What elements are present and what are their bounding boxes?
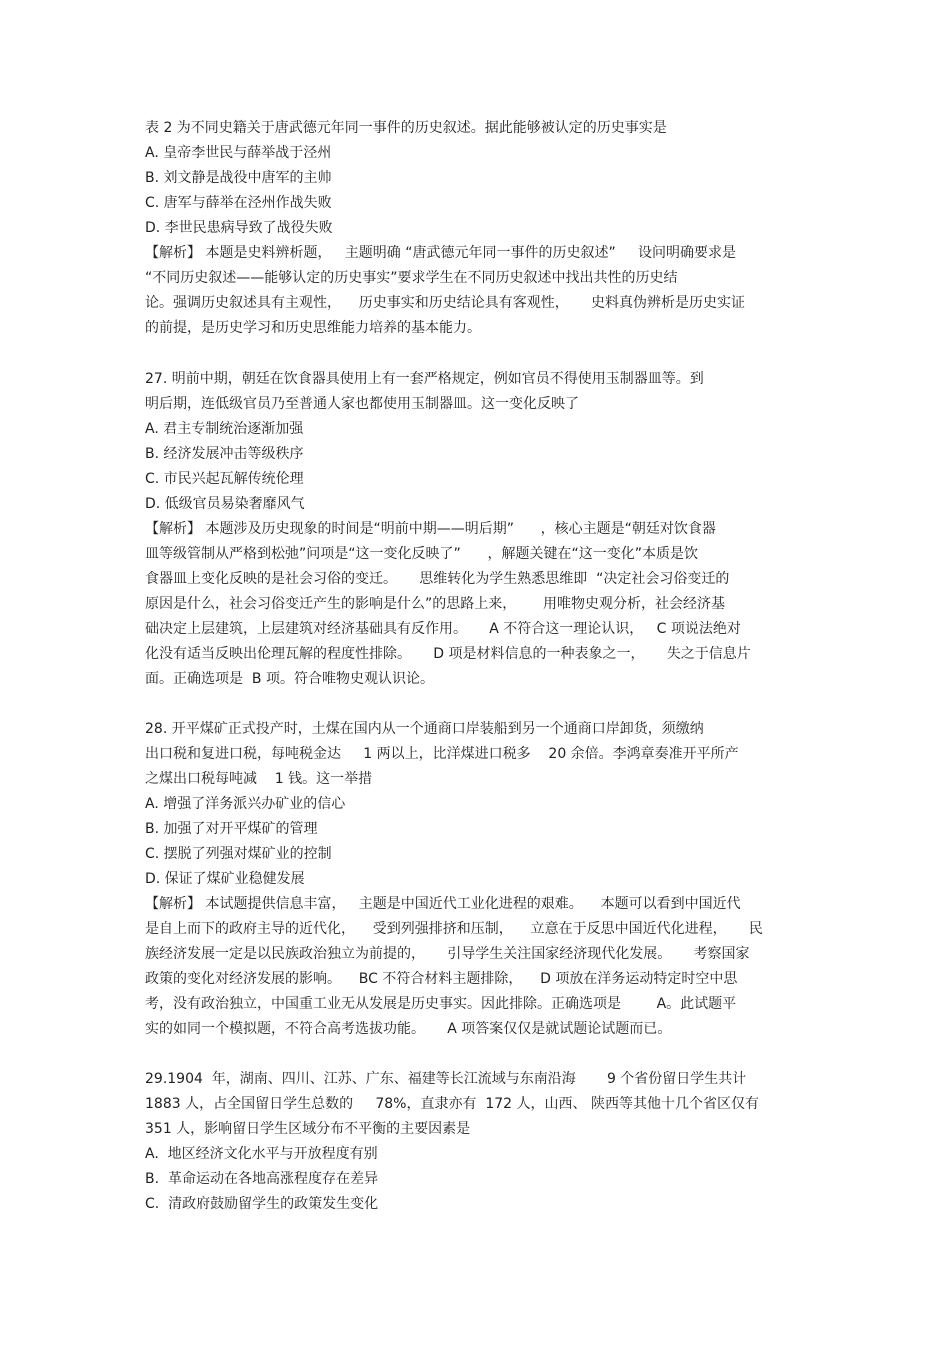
question-28-stem-line: 出口税和复进口税，每吨税金达 1 两以上，比洋煤进口税多 20 余倍。李鸿章奏准开平所产 xyxy=(145,746,739,762)
question-29-stem-line: 1883 人，占全国留日学生总数的 78%，直隶亦有 172 人，山西、 陕西等其他十几个省区仅有 xyxy=(145,1096,759,1112)
question-27-analysis-line: 础决定上层建筑，上层建筑对经济基础具有反作用。 A 不符合这一理论认识， C 项说法绝对 xyxy=(145,621,741,637)
question-26-option-a: A. 皇帝李世民与薛举战于泾州 xyxy=(145,145,332,161)
question-29-stem-line: 351 人，影响留日学生区域分布不平衡的主要因素是 xyxy=(145,1121,471,1137)
question-27-stem-line: 明后期，连低级官员乃至普通人家也都使用玉制器皿。这一变化反映了 xyxy=(145,396,579,412)
question-28-analysis-line: 实的如同一个模拟题，不符合高考选拔功能。 A 项答案仅仅是就试题论试题而已。 xyxy=(145,1021,672,1037)
question-28-analysis-line: 考，没有政治独立，中国重工业无从发展是历史事实。因此排除。正确选项是 A。此试题平 xyxy=(145,996,737,1012)
question-26-option-b: B. 刘文静是战役中唐军的主帅 xyxy=(145,170,332,186)
question-27-analysis-line: 皿等级管制从严格到松弛”问项是“这一变化反映了” ，解题关键在“这一变化”本质是饮 xyxy=(145,546,698,562)
question-26-analysis-line: “不同历史叙述——能够认定的历史事实”要求学生在不同历史叙述中找出共性的历史结 xyxy=(145,270,678,286)
question-26-stem: 表 2 为不同史籍关于唐武德元年同一事件的历史叙述。据此能够被认定的历史事实是 xyxy=(145,120,667,136)
question-28-option-c: C. 摆脱了列强对煤矿业的控制 xyxy=(145,846,332,862)
question-26-option-d: D. 李世民患病导致了战役失败 xyxy=(145,220,333,236)
question-29-option-a: A. 地区经济文化水平与开放程度有别 xyxy=(145,1146,378,1162)
question-28-stem-line: 28. 开平煤矿正式投产时，土煤在国内从一个通商口岸装船到另一个通商口岸卸货，须缴纳 xyxy=(145,721,704,737)
question-27-analysis-line: 【解析】 本题涉及历史现象的时间是“明前中期——明后期” ，核心主题是“朝廷对饮食器 xyxy=(145,521,716,537)
question-26-analysis-line: 的前提，是历史学习和历史思维能力培养的基本能力。 xyxy=(145,320,481,336)
question-27-analysis-line: 原因是什么，社会习俗变迁产生的影响是什么”的思路上来， 用唯物史观分析，社会经济基 xyxy=(145,596,725,612)
question-29-stem-line: 29.1904 年，湖南、四川、江苏、广东、福建等长江流域与东南沿海 9 个省份留日学生共计 xyxy=(145,1071,747,1087)
question-28-analysis-line: 是自上而下的政府主导的近代化， 受到列强排挤和压制， 立意在于反思中国近代化进程， 民 xyxy=(145,921,763,937)
question-28-stem-line: 之煤出口税每吨减 1 钱。这一举措 xyxy=(145,771,373,787)
question-29-option-b: B. 革命运动在各地高涨程度存在差异 xyxy=(145,1171,378,1187)
question-28-analysis-line: 政策的变化对经济发展的影响。 BC 不符合材料主题排除， D 项放在洋务运动特定时空中思 xyxy=(145,971,738,987)
question-27-option-a: A. 君主专制统治逐渐加强 xyxy=(145,421,304,437)
question-26-option-c: C. 唐军与薛举在泾州作战失败 xyxy=(145,195,332,211)
question-28-option-b: B. 加强了对开平煤矿的管理 xyxy=(145,821,318,837)
question-28-analysis-line: 族经济发展一定是以民族政治独立为前提的， 引导学生关注国家经济现代化发展。 考察国家 xyxy=(145,946,750,962)
question-27-option-b: B. 经济发展冲击等级秩序 xyxy=(145,446,304,462)
question-26-analysis-line: 论。强调历史叙述具有主观性， 历史事实和历史结论具有客观性， 史料真伪辨析是历史实证 xyxy=(145,295,746,311)
question-27-stem-line: 27. 明前中期，朝廷在饮食器具使用上有一套严格规定，例如官员不得使用玉制器皿等。到 xyxy=(145,371,704,387)
question-27-analysis-line: 食器皿上变化反映的是社会习俗的变迁。 思维转化为学生熟悉思维即 “决定社会习俗变迁的 xyxy=(145,571,730,587)
question-28-option-d: D. 保证了煤矿业稳健发展 xyxy=(145,871,305,887)
question-28-analysis-line: 【解析】 本试题提供信息丰富， 主题是中国近代工业化进程的艰难。 本题可以看到中国近代 xyxy=(145,896,741,912)
question-29-option-c: C. 清政府鼓励留学生的政策发生变化 xyxy=(145,1196,379,1212)
question-27-analysis-line: 化没有适当反映出伦理瓦解的程度性排除。 D 项是材料信息的一种表象之一， 失之于信息片 xyxy=(145,646,751,662)
question-26-analysis-line: 【解析】 本题是史料辨析题， 主题明确 “唐武德元年同一事件的历史叙述” 设问明确要求是 xyxy=(145,245,737,261)
question-27-analysis-line: 面。正确选项是 B 项。符合唯物史观认识论。 xyxy=(145,671,434,687)
question-27-option-d: D. 低级官员易染奢靡风气 xyxy=(145,496,305,512)
question-28-option-a: A. 增强了洋务派兴办矿业的信心 xyxy=(145,796,346,812)
question-27-option-c: C. 市民兴起瓦解传统伦理 xyxy=(145,471,304,487)
